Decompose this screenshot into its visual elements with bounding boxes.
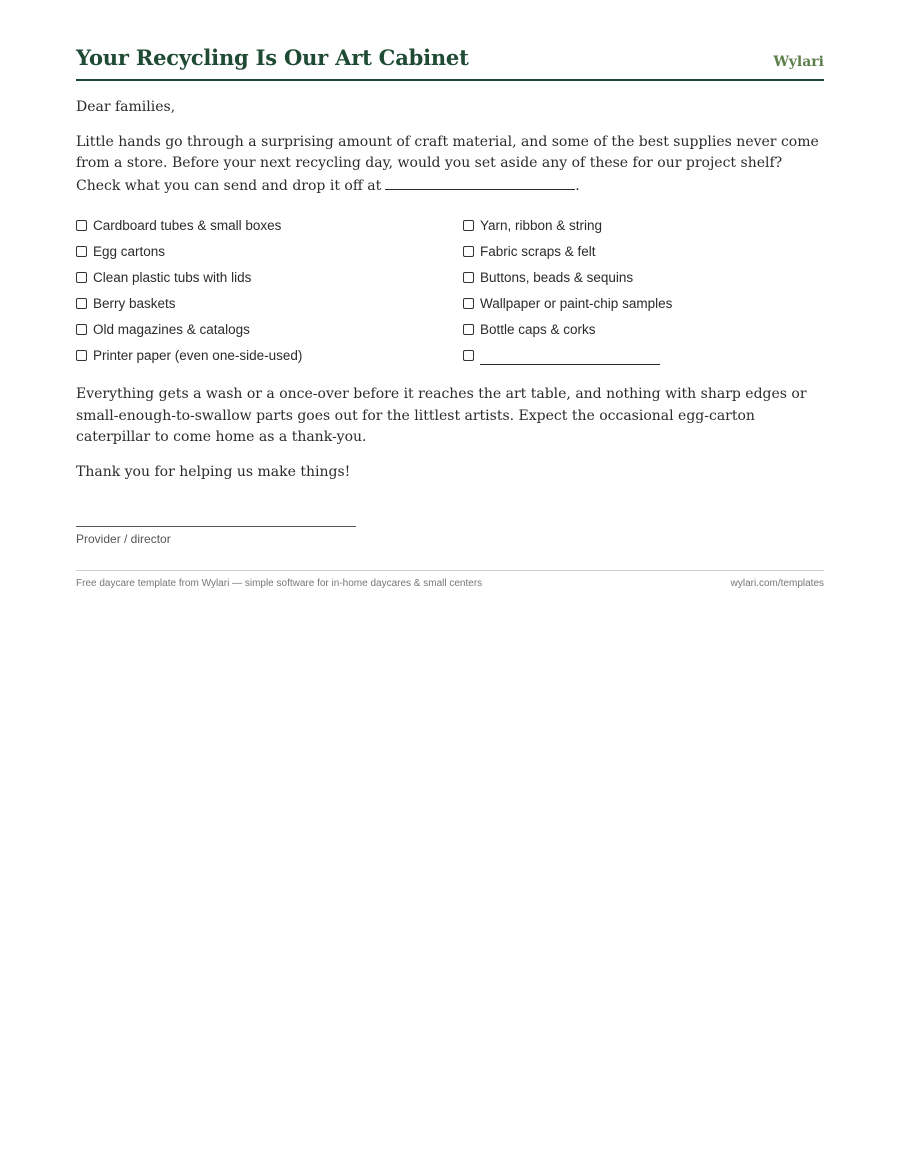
intro-text: Little hands go through a surprising amount of craft material, and some of the best supplies never come from a store. Before your next recycling day, would you set aside any of these for our project shelf? Check what you can send and drop it off at <box>76 133 819 194</box>
intro-end: . <box>575 177 580 194</box>
closing-paragraph: Everything gets a wash or a once-over before it reaches the art table, and nothing with sharp edges or small-enough-to-swallow parts goes out for the littlest artists. Expect the occasional egg-carton caterpillar to come home as a thank-you. <box>76 386 807 445</box>
checklist-item[interactable] <box>76 290 463 316</box>
footer-link[interactable]: wylari.com/templates <box>730 578 824 589</box>
checkbox[interactable] <box>76 272 87 283</box>
checklist-item-label: Bottle caps & corks <box>480 321 596 337</box>
checklist-item-label: Egg cartons <box>93 243 166 259</box>
checkbox[interactable] <box>463 246 474 257</box>
checklist-item-label: Berry baskets <box>93 295 176 311</box>
checklist-item-label: Cardboard tubes & small boxes <box>93 217 282 233</box>
greeting: Dear families, <box>76 99 176 115</box>
page-title: Your Recycling Is Our Art Cabinet <box>76 45 469 70</box>
checklist-item-label: Wallpaper or paint-chip samples <box>480 295 673 311</box>
checklist-item[interactable] <box>76 212 463 238</box>
checkbox[interactable] <box>463 298 474 309</box>
checkbox[interactable] <box>463 220 474 231</box>
checklist-item[interactable] <box>463 212 824 238</box>
checklist-item-label: Yarn, ribbon & string <box>480 217 603 233</box>
page-header <box>76 44 824 81</box>
checklist-item-label: Old magazines & catalogs <box>93 321 250 337</box>
checkbox[interactable] <box>76 298 87 309</box>
checklist-item[interactable] <box>463 264 824 290</box>
checklist-item[interactable] <box>76 342 463 368</box>
signature-line[interactable] <box>76 526 356 527</box>
signature-label: Provider / director <box>76 532 171 546</box>
checkbox[interactable] <box>463 350 474 361</box>
checkbox[interactable] <box>76 350 87 361</box>
checklist-item-label: Buttons, beads & sequins <box>480 269 634 285</box>
checklist-item-label: Fabric scraps & felt <box>480 243 596 259</box>
checklist-item[interactable] <box>463 290 824 316</box>
checklist-item-other[interactable] <box>463 342 824 368</box>
thank-you-line: Thank you for helping us make things! <box>76 463 351 480</box>
other-item-blank[interactable] <box>480 350 660 365</box>
checklist-item[interactable] <box>463 238 824 264</box>
checklist-item-label: Clean plastic tubs with lids <box>93 269 252 285</box>
checkbox[interactable] <box>76 246 87 257</box>
letter-page <box>76 0 824 589</box>
checklist-item[interactable] <box>76 264 463 290</box>
footer-note: Free daycare template from Wylari — simple software for in-home daycares & small centers <box>76 578 483 589</box>
checkbox[interactable] <box>463 324 474 335</box>
checkbox[interactable] <box>463 272 474 283</box>
supply-checklist <box>76 212 824 368</box>
checkbox[interactable] <box>76 324 87 335</box>
checklist-item[interactable] <box>76 316 463 342</box>
dropoff-location-blank[interactable] <box>385 175 575 190</box>
brand-name: Wylari <box>773 54 824 70</box>
intro-paragraph <box>76 132 824 198</box>
checklist-item-label: Printer paper (even one-side-used) <box>93 347 303 363</box>
checklist-item[interactable] <box>463 316 824 342</box>
checklist-item[interactable] <box>76 238 463 264</box>
checkbox[interactable] <box>76 220 87 231</box>
page-footer <box>76 570 824 589</box>
